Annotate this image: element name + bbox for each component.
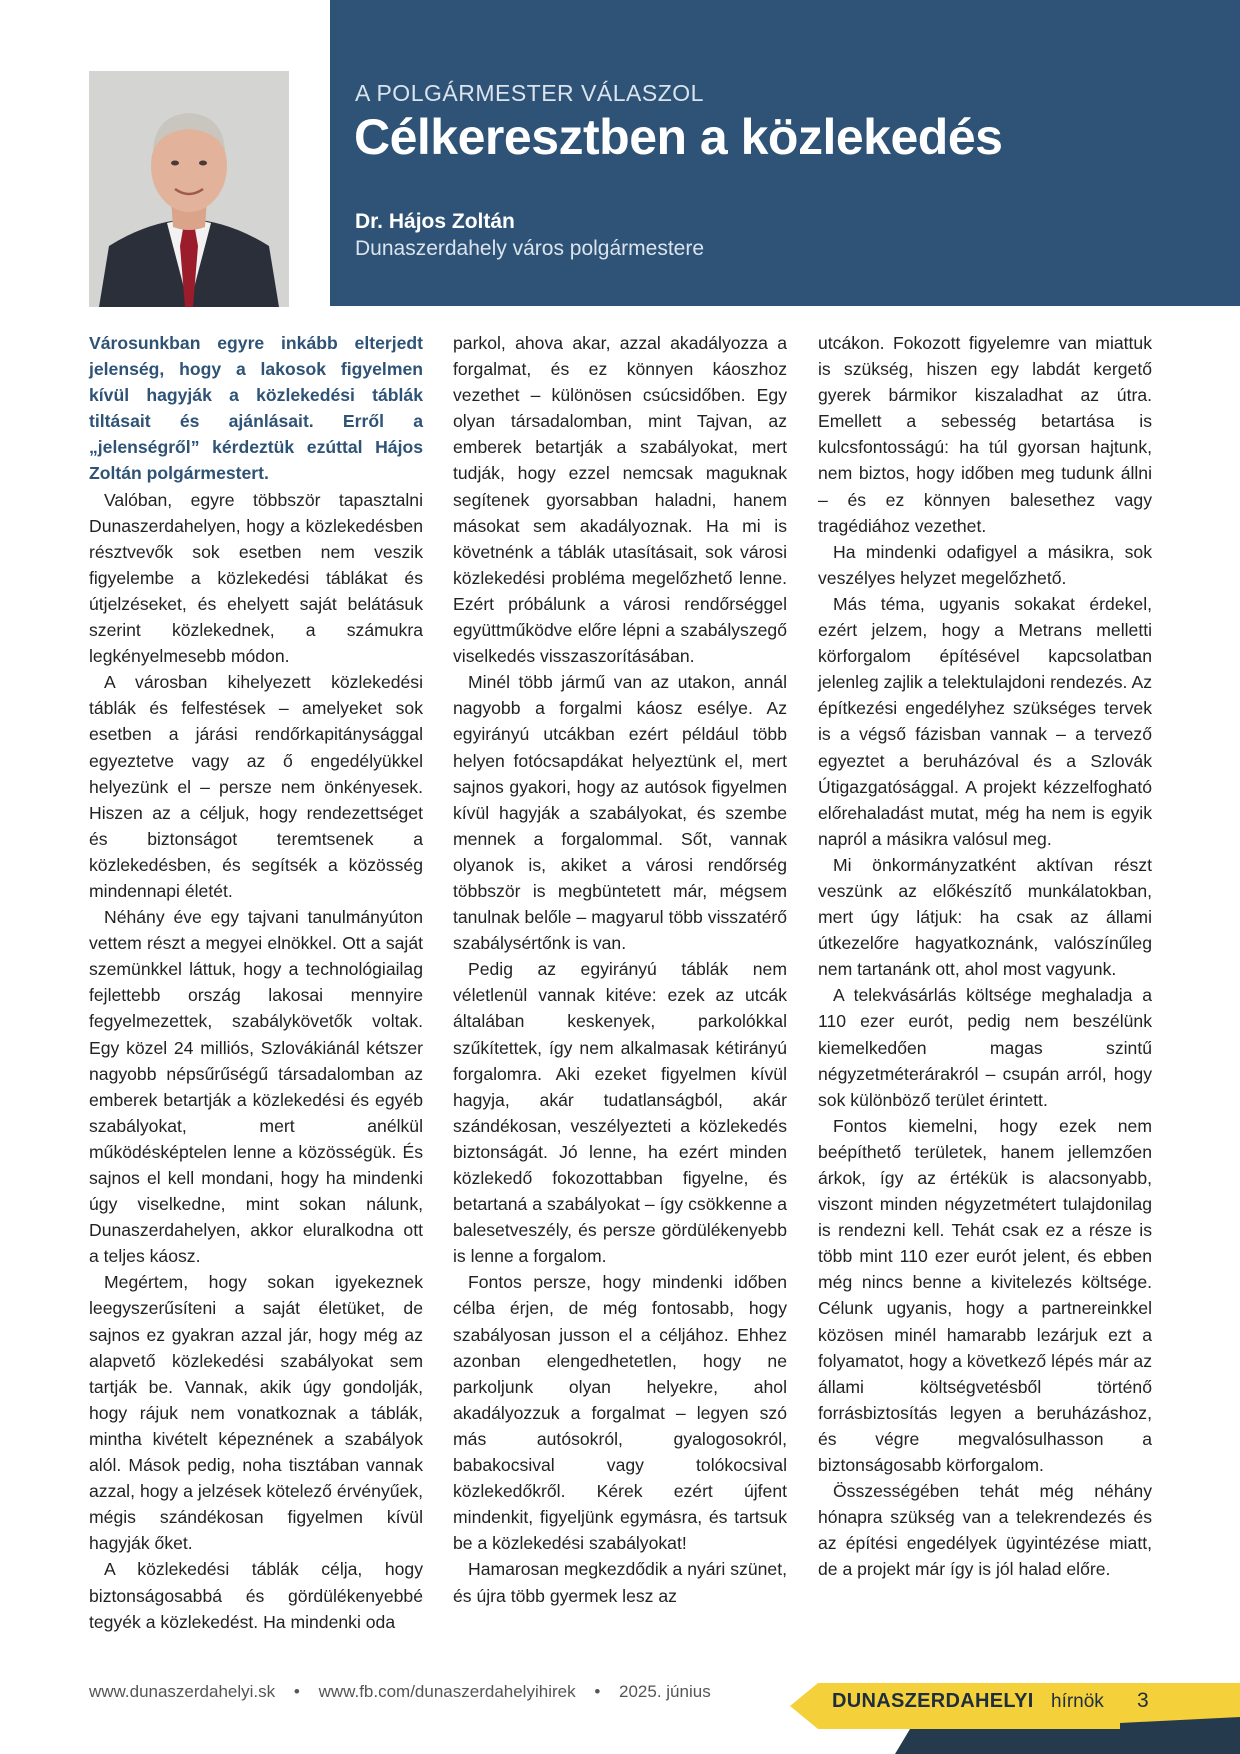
paragraph: A városban kihelyezett közlekedési táblák és felfestések – amelyeket sok esetben a járási rendőrkapitánysággal egyeztetve vagy az ő engedélyükkel helyezünk el – persze nem önkényesek. Hiszen az a céljuk, hogy rendezettséget és biztonságot teremtsenek a közlekedésben, és segítsék a közösség mindennapi életét. <box>89 672 423 901</box>
footer-separator: • <box>594 1682 601 1701</box>
paragraph: Fontos persze, hogy mindenki időben célba érjen, de még fontosabb, hogy szabályosan jusson el a céljához. Ehhez azonban elengedhetetlen, hogy ne parkoljunk olyan helyekre, ahol akadályozzuk a forgalmat – legyen szó más autósokról, gyalogosokról, babakocsival vagy tolókocsival közlekedőkről. Kérek ezért újfent mindenkit, figyeljünk egymásra, és tartsuk be a közlekedési szabályokat! <box>453 1272 787 1554</box>
publication-logo: DUNASZERDAHELYI <box>832 1690 1034 1712</box>
author-role: Dunaszerdahely város polgármestere <box>355 237 705 260</box>
paragraph: parkol, ahova akar, azzal akadályozza a forgalmat, és ez könnyen káoszhoz vezethet – különösen csúcsidőben. Egy olyan társadalomban, mint Tajvan, az emberek betartják a szabályokat, mert tudják, hogy ezzel nemcsak maguknak segítenek gyorsabban haladni, hanem másokat sem akadályoznak. Ha mi is követnénk a táblák utasításait, sok városi közlekedési probléma megelőzhető lenne. Ezért próbálunk a városi rendőrséggel együttműködve előre lépni a szabályszegő viselkedés visszaszorításában. <box>453 333 787 667</box>
paragraph: Más téma, ugyanis sokakat érdekel, ezért jelzem, hogy a Metrans melletti körforgalom építésével kapcsolatban jelenleg zajlik a telektulajdoni rendezés. Az építkezési engedélyhez szükséges tervek is a végső fázisban vannak – a tervező egyeztet a beruházóval és a Szlovák Útigazgatósággal. A projekt kézzelfogható előrehaladást mutat, még ha nem is egyik napról a másikra valósul meg. <box>818 593 1152 849</box>
footer-website[interactable]: www.dunaszerdahelyi.sk <box>89 1682 276 1701</box>
footer-facebook[interactable]: www.fb.com/dunaszerdahelyihirek <box>318 1682 576 1701</box>
footer-date: 2025. június <box>619 1682 711 1701</box>
paragraph: Ha mindenki odafigyel a másikra, sok veszélyes helyzet megelőzhető. <box>818 541 1152 588</box>
paragraph: Valóban, egyre többször tapasztalni Dunaszerdahelyen, hogy a közlekedésben résztvevők sok esetben nem veszik figyelembe a közlekedési táblákat és útjelzéseket, és ehelyett saját belátásuk szerint közlekednek, a számukra legkényelmesebb módon. <box>89 489 423 667</box>
paragraph: Összességében tehát még néhány hónapra szükség van a telekrendezés és az építési engedélyek ügyintézése miatt, de a projekt már így is jól halad előre. <box>818 1481 1152 1580</box>
page-number: 3 <box>1137 1689 1149 1712</box>
footer-separator: • <box>293 1682 300 1701</box>
paragraph: Mi önkormányzatként aktívan részt veszünk az előkészítő munkálatokban, mert úgy látjuk: ha csak az állami útkezelőre hagyatkoznánk, valószínűleg nem tartanánk ott, ahol most vagyunk. <box>818 854 1152 980</box>
article-lead: Városunkban egyre inkább elterjedt jelenség, hogy a lakosok figyelmen kívül hagyják a közlekedési táblák tiltásait és ajánlásait. Erről a „jelenségről” kérdeztük ezúttal Hájos Zoltán polgármestert. <box>89 333 423 484</box>
paragraph: A közlekedési táblák célja, hogy biztonságosabbá és gördülékenyebbé tegyék a közlekedést. Ha mindenki oda <box>89 1559 423 1632</box>
author-photo <box>89 71 289 307</box>
article-title: Célkeresztben a közlekedés <box>354 109 1003 165</box>
paragraph: A telekvásárlás költsége meghaladja a 110 ezer eurót, pedig nem beszélünk kiemelkedően magas szintű négyzetméterárakról – csupán arról, hogy sok különböző terület érintett. <box>818 985 1152 1110</box>
paragraph: Fontos kiemelni, hogy ezek nem beépíthető területek, hanem jellemzően árkok, így az értékük is alacsonyabb, viszont minden négyzetmétert tulajdonilag is rendezni kell. Tehát csak ez a része is több mint 110 ezer eurót jelent, és ebben még nincs benne a kivitelezés költsége. Célunk ugyanis, hogy a partnereinkkel közösen minél hamarabb lezárjuk ezt a folyamatot, hogy a következő lépés már az állami költségvetésből történő forrásbiztosítás legyen a beruházáshoz, és végre megvalósulhasson a biztonságosabb körforgalom. <box>818 1115 1152 1476</box>
article-column-3 <box>818 330 1152 1583</box>
portrait-image <box>89 71 289 307</box>
paragraph: Néhány éve egy tajvani tanulmányúton vettem részt a megyei elnökkel. Ott a saját szemünkkel láttuk, hogy a technológiailag fejlettebb ország lakosai mennyire fegyelmezettek, szabálykövetők voltak. Egy közel 24 milliós, Szlovákiánál kétszer nagyobb népsűrűségű társadalomban az emberek betartják a közlekedési és egyéb szabályokat, mert anélkül működésképtelen lenne a közösségük. És sajnos el kell mondani, hogy ha mindenki úgy viselkedne, mint sokan nálunk, Dunaszerdahelyen, akkor eluralkodna ott a teljes káosz. <box>89 907 423 1267</box>
paragraph: Pedig az egyirányú táblák nem véletlenül vannak kitéve: ezek az utcák általában keskenyek, parkolókkal szűkítettek, így nem alkalmasak kétirányú forgalomra. Aki ezeket figyelmen kívül hagyja, akár tudatlanságból, akár szándékosan, veszélyezteti a közlekedés biztonságát. Jó lenne, ha ezért minden közlekedő fokozottabban figyelne, és betartaná a szabályokat – így csökkenne a balesetveszély, és persze gördülékenyebb is lenne a forgalom. <box>453 959 787 1267</box>
publication-logo-sub: hírnök <box>1051 1691 1104 1712</box>
paragraph: Minél több jármű van az utakon, annál nagyobb a forgalmi káosz esélye. Az egyirányú utcákban ezért például több helyen fotócsapdákat helyeztünk el, mert sajnos gyakori, hogy az autósok figyelmen kívül hagyják a szabályokat, és szembe mennek a forgalommal. Sőt, vannak olyanok is, akiket a városi rendőrség többször is megbüntetett már, mégsem tanulnak belőle – magyarul több visszatérő szabálysértőnk is van. <box>453 672 787 954</box>
paragraph: Megértem, hogy sokan igyekeznek leegyszerűsíteni a saját életüket, de sajnos ez gyakran azzal jár, hogy még az alapvető közlekedési szabályokat sem tartják be. Vannak, akik úgy gondolják, hogy rájuk nem vonatkoznak a táblák, mintha kivételt képeznének a szabályok alól. Mások pedig, noha tisztában vannak azzal, hogy a jelzések kötelező érvényűek, mégis szándékosan figyelmen kívül hagyják őket. <box>89 1272 423 1554</box>
paragraph: Hamarosan megkezdődik a nyári szünet, és újra több gyermek lesz az <box>453 1559 787 1606</box>
article-column-1 <box>89 330 423 1635</box>
article-column-2 <box>453 330 787 1609</box>
paragraph: utcákon. Fokozott figyelemre van miattuk is szükség, hiszen egy labdát kergető gyerek bármikor kiszaladhat az útra. Emellett a sebesség betartása is kulcsfontosságú: ha túl gyorsan hajtunk, nem biztos, hogy időben meg tudunk állni – és ez könnyen balesethez vagy tragédiához vezethet. <box>818 333 1152 536</box>
section-kicker: A POLGÁRMESTER VÁLASZOL <box>355 80 704 106</box>
author-name: Dr. Hájos Zoltán <box>355 210 515 233</box>
footer-links <box>89 1682 711 1702</box>
